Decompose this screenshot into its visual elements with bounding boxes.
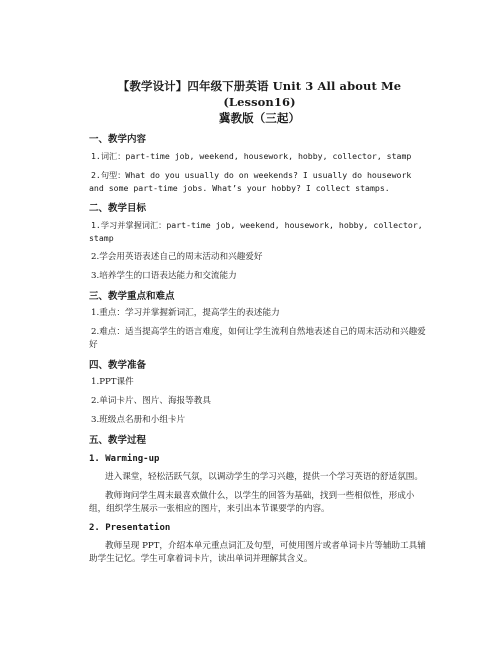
preparation-1: 1.PPT课件: [91, 377, 134, 387]
section-heading-objectives: 二、教学目标: [89, 203, 147, 214]
objective-1: 1.学习并掌握词汇：part-time job, weekend, housework, hobby, collector, stamp: [89, 220, 423, 243]
presentation-paragraph-1: 教师呈现 PPT，介绍本单元重点词汇及句型，可使用图片或者单词卡片等辅助工具辅助学生记忆。学生可拿着词卡片，读出单词并理解其含义。: [89, 541, 426, 564]
warming-up-paragraph-1: 进入课堂，轻松活跃气氛，以调动学生的学习兴趣，提供一个学习英语的舒适氛围。: [105, 472, 423, 482]
section-heading-preparation: 四、教学准备: [89, 360, 147, 371]
objective-3: 3.培养学生的口语表达能力和交流能力: [91, 271, 237, 281]
title-line-1: 【教学设计】四年级下册英语 Unit 3 All about Me (Lesson16): [117, 79, 402, 109]
preparation-3: 3.班级点名册和小组卡片: [91, 415, 186, 425]
section-heading-process: 五、教学过程: [89, 435, 147, 446]
content-sentences: 2.句型：What do you usually do on weekends? I usually do housework and some part-time jobs. What’s your hobby? I collect stamps.: [89, 170, 412, 193]
step-warming-up-heading: 1. Warming-up: [89, 454, 160, 464]
key-point-1: 1.重点：学习并掌握新词汇，提高学生的表述能力: [91, 308, 280, 318]
warming-up-paragraph-2: 教师询问学生周末最喜欢做什么，以学生的回答为基础，找到一些相似性，形成小组，组织学生展示一张相应的图片，来引出本节课要学的内容。: [89, 491, 415, 514]
title-line-2: 冀教版（三起）: [218, 111, 301, 125]
content-vocabulary: 1.词汇：part-time job, weekend, housework, hobby, collector, stamp: [91, 151, 412, 161]
section-heading-key-points: 三、教学重点和难点: [89, 291, 175, 302]
objective-2: 2.学会用英语表述自己的周末活动和兴趣爱好: [91, 252, 263, 262]
key-point-2: 2.难点：适当提高学生的语言难度，如何让学生流利自然地表述自己的周末活动和兴趣爱好: [89, 327, 426, 350]
section-heading-content: 一、教学内容: [89, 134, 147, 145]
document-title: [89, 78, 430, 126]
preparation-2: 2.单词卡片、图片、海报等教具: [91, 396, 211, 406]
step-presentation-heading: 2. Presentation: [89, 523, 171, 533]
